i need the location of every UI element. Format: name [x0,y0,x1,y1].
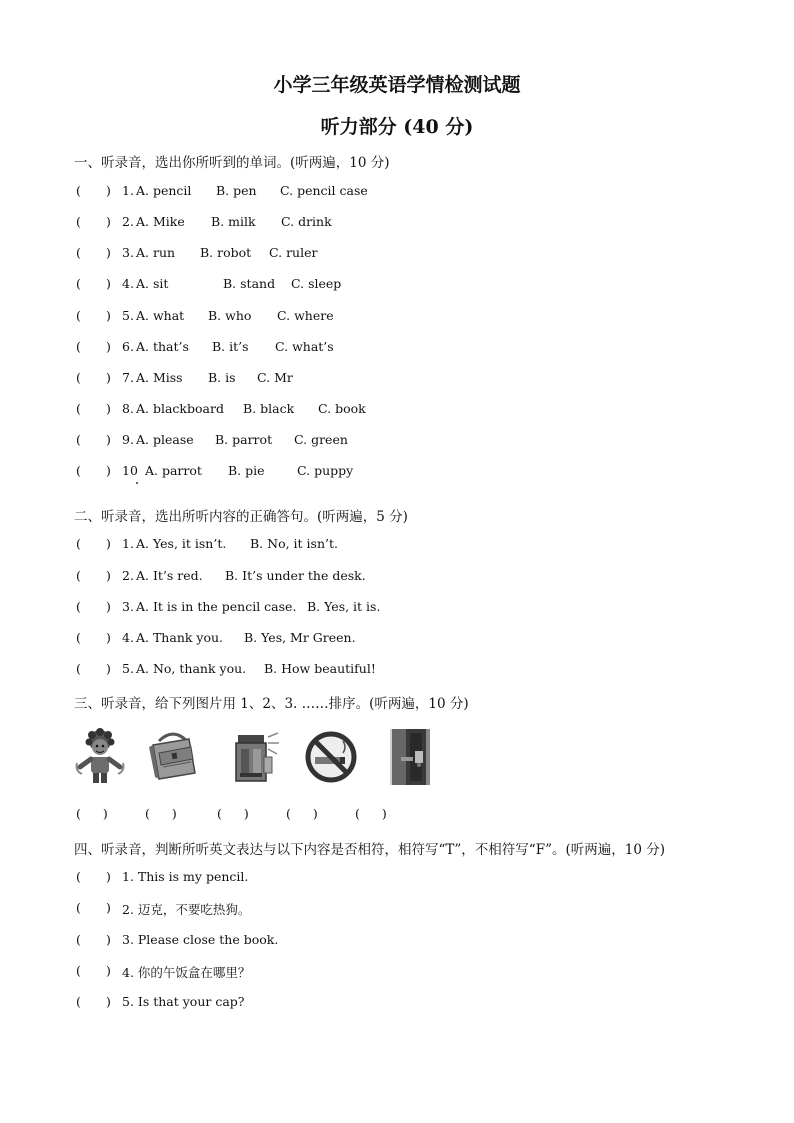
option-a: A. Miss [136,370,183,385]
option-c: C. ruler [269,245,318,260]
option-a: A. pencil [136,183,192,198]
item-number: 4. [122,630,134,645]
option-c: C. green [294,432,348,447]
option-a: A. sit [136,276,169,291]
statement: 3. Please close the book. [122,932,279,947]
option-b: B. robot [200,245,252,260]
option-c: C. what’s [275,339,334,354]
option-a: A. blackboard [136,401,224,416]
option-a: A. Yes, it isn’t. [136,536,227,551]
boy-waving-icon [72,727,128,787]
option-a: A. It is in the pencil case. [136,599,297,614]
item-number: 9. [122,432,134,447]
picture-5-blank[interactable]: ( ) [355,806,387,821]
section2-heading: 二、听录音，选出所听内容的正确答句。(听两遍，5 分) [74,509,408,525]
option-a: A. that’s [136,339,189,354]
option-c: C. pencil case [280,183,368,198]
page-subtitle: 听力部分 (40 分) [320,116,474,138]
option-b: B. is [208,370,236,385]
section1-heading: 一、听录音，选出你所听到的单词。(听两遍，10 分) [74,155,390,171]
option-c: C. book [318,401,366,416]
option-a: A. please [136,432,194,447]
picture-2-blank[interactable]: ( ) [145,806,177,821]
option-b: B. it’s [212,339,249,354]
option-a: A. It’s red. [136,568,203,583]
item-number: 4. [122,276,134,291]
picture-4-blank[interactable]: ( ) [286,806,318,821]
item-number: 1. [122,183,134,198]
option-a: A. what [136,308,185,323]
option-b: B. No, it isn’t. [250,536,338,551]
door-icon [382,727,438,787]
picture-1-blank[interactable]: ( ) [76,806,108,821]
page-title: 小学三年级英语学情检测试题 [273,74,521,96]
item-number: 10 [122,463,138,478]
pencil-case-icon [226,727,282,787]
item-number: 2. [122,568,134,583]
item-number: 5. [122,308,134,323]
schoolbag-icon [145,727,201,787]
option-a: A. Mike [136,214,185,229]
item-number: 5. [122,661,134,676]
section4-heading: 四、听录音，判断所听英文表达与以下内容是否相符，相符写“T”，不相符写“F”。(听两遍，10 分) [74,842,665,858]
option-a: A. parrot [145,463,202,478]
statement: 2. 迈克，不要吃热狗。 [122,902,251,917]
option-a: A. Thank you. [136,630,224,645]
option-c: C. sleep [291,276,342,291]
item-number: 8. [122,401,134,416]
picture-3-blank[interactable]: ( ) [217,806,249,821]
option-b: B. parrot [215,432,273,447]
option-b: B. black [243,401,295,416]
item-number: 3. [122,599,134,614]
item-number: 3. [122,245,134,260]
statement: 1. This is my pencil. [122,869,249,884]
option-b: B. milk [211,214,256,229]
option-c: C. puppy [297,463,354,478]
option-b: B. stand [223,276,276,291]
section3-heading: 三、听录音，给下列图片用 1、2、3. ……排序。(听两遍，10 分) [74,696,469,712]
option-c: C. where [277,308,334,323]
statement: 4. 你的午饭盒在哪里？ [122,965,251,980]
option-a: A. run [136,245,176,260]
item-number: 7. [122,370,134,385]
option-b: B. pen [216,183,257,198]
option-b: B. who [208,308,252,323]
option-c: C. drink [281,214,332,229]
option-b: B. pie [228,463,265,478]
stray-dot [136,482,138,484]
option-c: C. Mr [257,370,293,385]
item-number: 6. [122,339,134,354]
option-b: B. It’s under the desk. [225,568,366,583]
option-b: B. How beautiful! [264,661,376,676]
option-b: B. Yes, it is. [307,599,381,614]
option-a: A. No, thank you. [136,661,247,676]
no-smoking-sign-icon [303,727,359,787]
item-number: 2. [122,214,134,229]
item-number: 1. [122,536,134,551]
statement: 5. Is that your cap? [122,994,245,1009]
option-b: B. Yes, Mr Green. [244,630,356,645]
